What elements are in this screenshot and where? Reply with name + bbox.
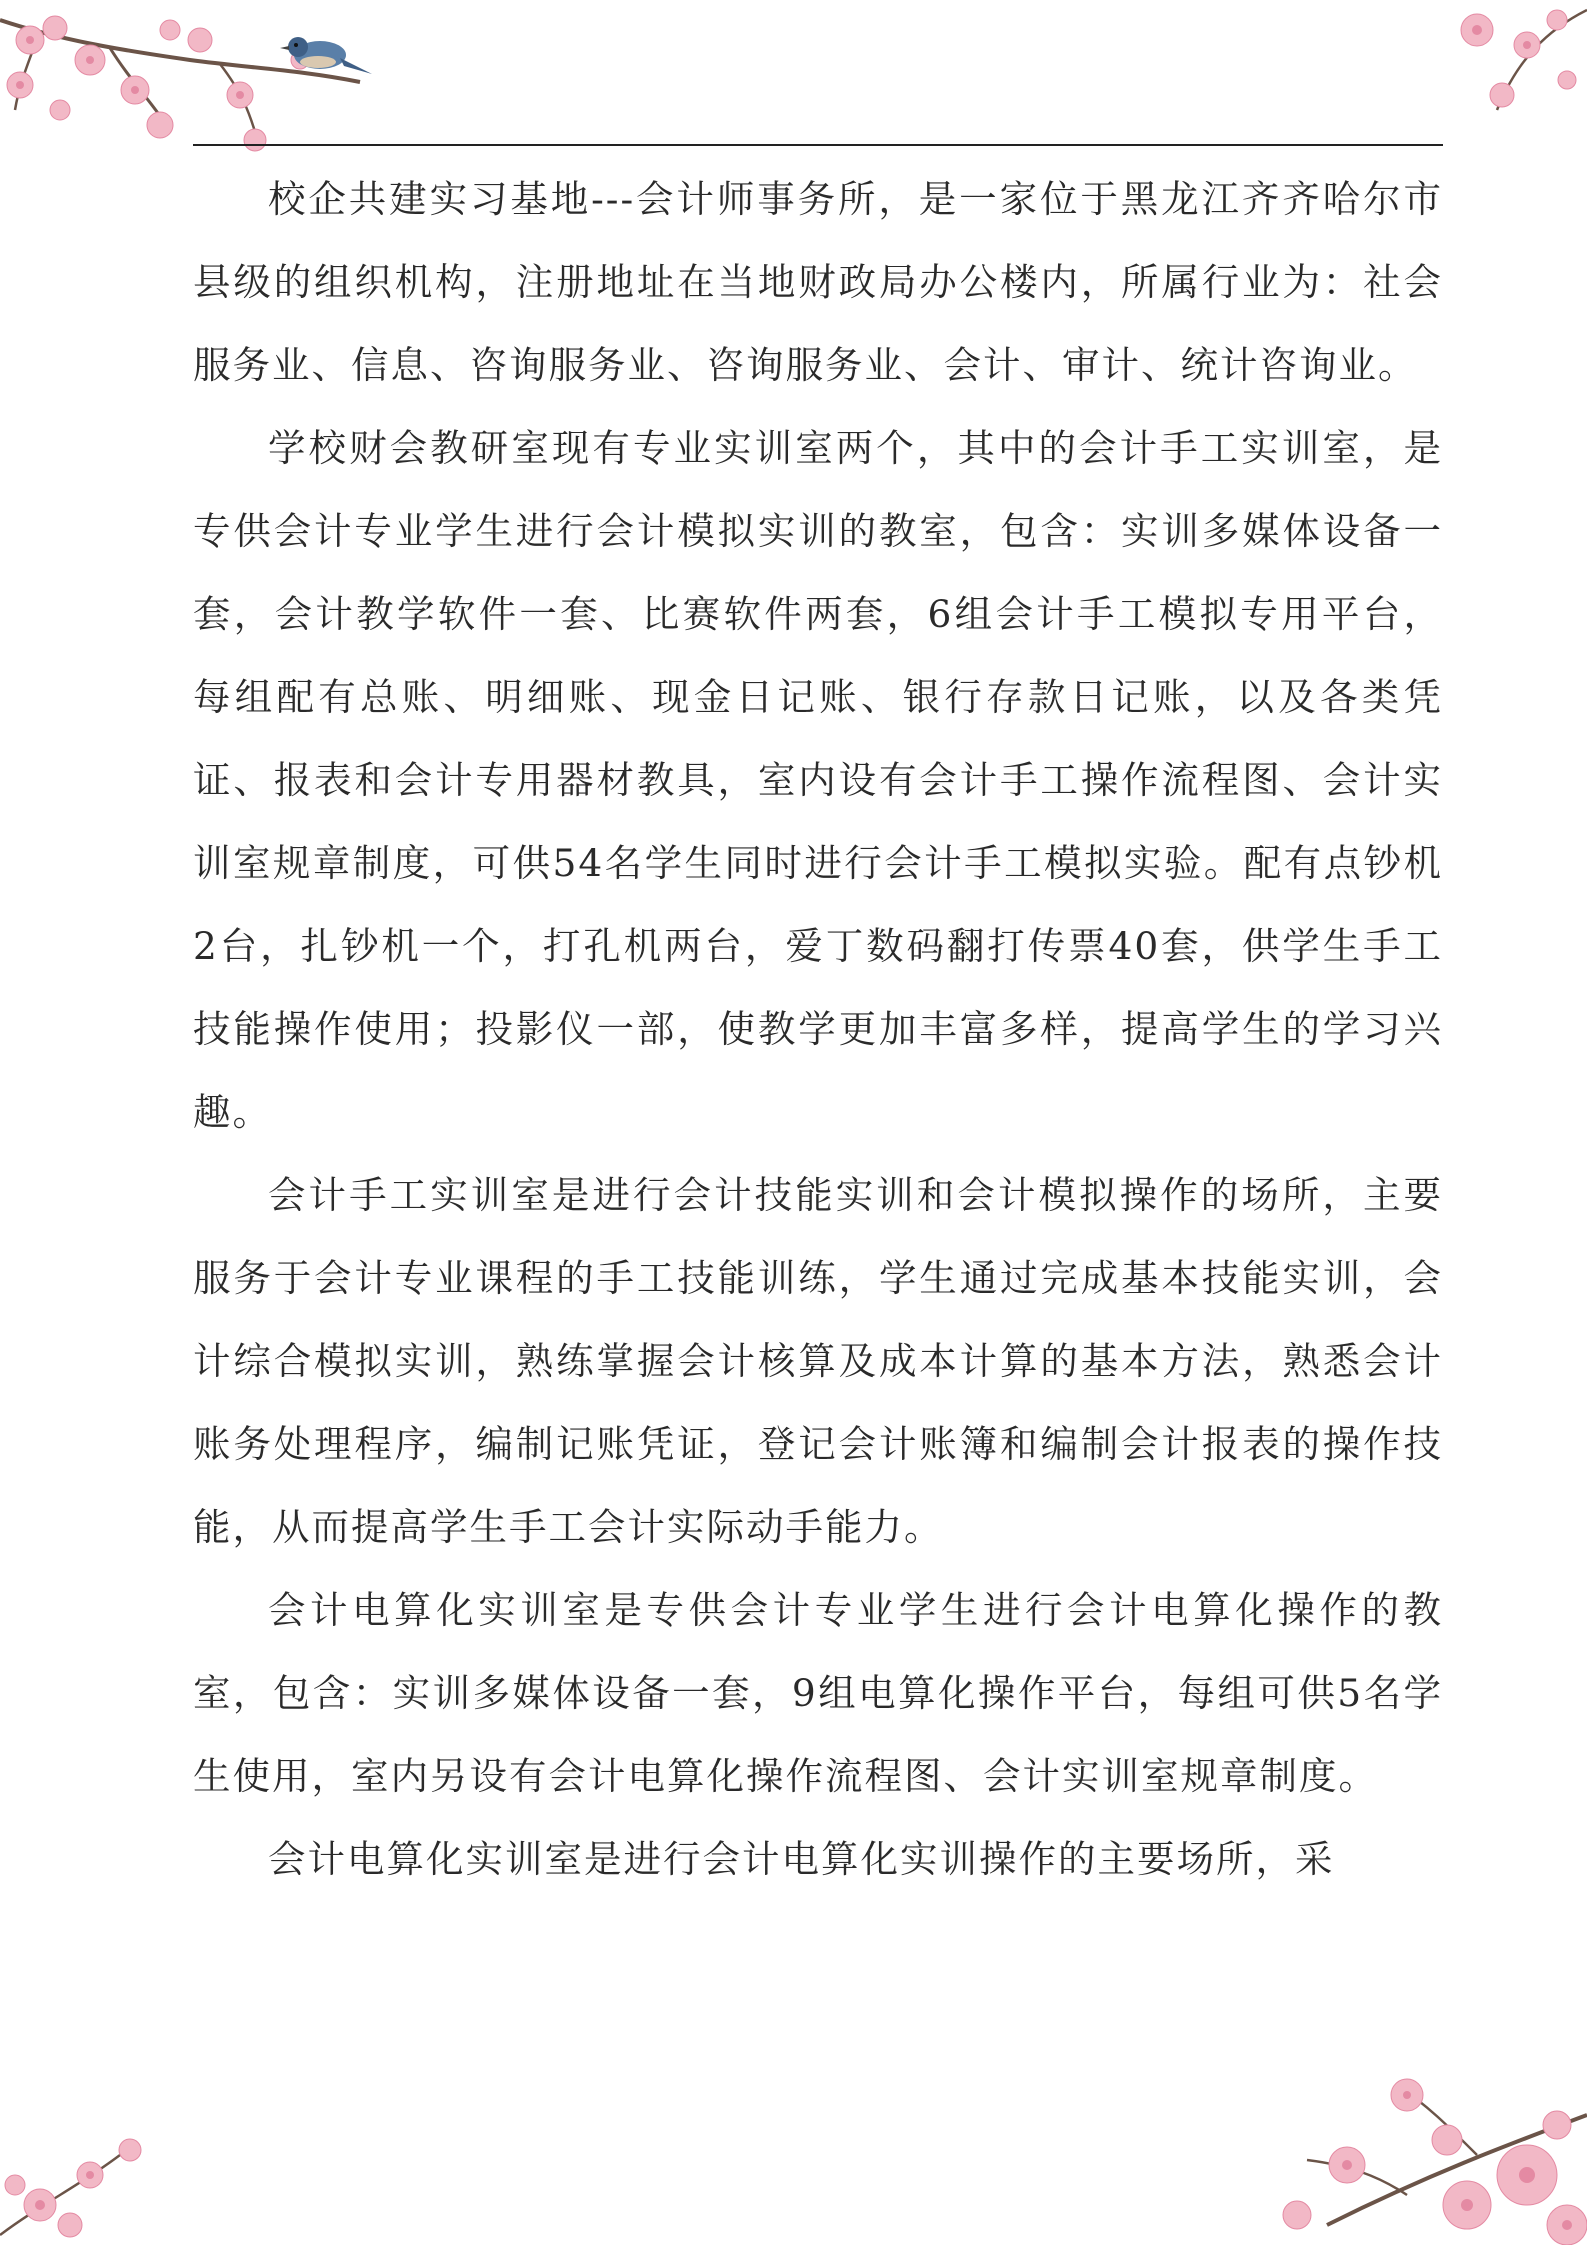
paragraph: 校企共建实习基地---会计师事务所，是一家位于黑龙江齐齐哈尔市县级的组织机构，注册地址在当地财政局办公楼内，所属行业为：社会服务业、信息、咨询服务业、咨询服务业、会计、审计、统计咨询业。	[193, 177, 1443, 387]
paragraph: 会计电算化实训室是进行会计电算化实训操作的主要场所，采	[268, 1837, 1335, 1881]
paragraph: 会计手工实训室是进行会计技能实训和会计模拟操作的场所，主要服务于会计专业课程的手工技能训练，学生通过完成基本技能实训，会计综合模拟实训，熟练掌握会计核算及成本计算的基本方法，熟悉会计账务处理程序，编制记账凭证，登记会计账簿和编制会计报表的操作技能，从而提高学生手工会计实际动手能力。	[193, 1173, 1443, 1549]
document-body	[193, 158, 1443, 1901]
cherry-blossom-icon	[1417, 0, 1587, 130]
cherry-blossom-icon	[1147, 2055, 1587, 2245]
paragraph: 学校财会教研室现有专业实训室两个，其中的会计手工实训室，是专供会计专业学生进行会计模拟实训的教室，包含：实训多媒体设备一套，会计教学软件一套、比赛软件两套，6组会计手工模拟专用平台，每组配有总账、明细账、现金日记账、银行存款日记账，以及各类凭证、报表和会计专用器材教具，室内设有会计手工操作流程图、会计实训室规章制度，可供54名学生同时进行会计手工模拟实验。配有点钞机2台，扎钞机一个，打孔机两台，爱丁数码翻打传票40套，供学生手工技能操作使用；投影仪一部，使教学更加丰富多样，提高学生的学习兴趣。	[193, 426, 1443, 1134]
cherry-blossom-icon	[0, 2095, 200, 2245]
paragraph: 会计电算化实训室是专供会计专业学生进行会计电算化操作的教室，包含：实训多媒体设备一套，9组电算化操作平台，每组可供5名学生使用，室内另设有会计电算化操作流程图、会计实训室规章制度。	[193, 1588, 1443, 1798]
header-rule	[193, 144, 1443, 146]
